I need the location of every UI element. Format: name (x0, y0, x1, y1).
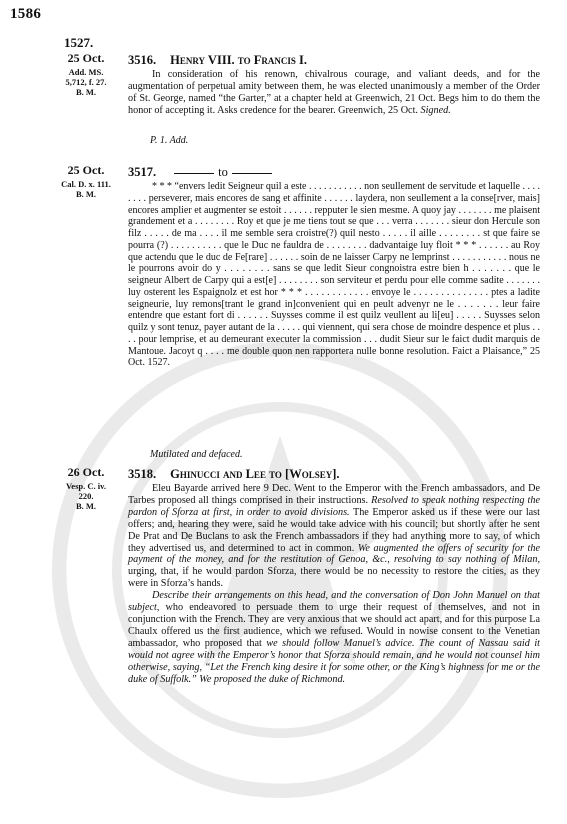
entry-body (128, 69, 540, 117)
entry-heading (128, 53, 307, 68)
entry-body (128, 483, 540, 685)
entry-heading (128, 165, 276, 180)
blank-dash (232, 173, 272, 174)
entry-number: 3518. (128, 467, 157, 481)
ref-line: Add. MS. (68, 67, 104, 77)
entry-title-to: to (218, 165, 228, 179)
italic-run: we should follow Manuel’s advice. The count of Nassau said it would not agree with the Emperor’s honor that Sforza should remain, and he would not counsel him otherwise, saying, “Let the French king desire it for some other, or the King’s highness for me or the duke of Suffolk.” We proposed the duke of Richmond. (128, 637, 540, 685)
ref-line: B. M. (75, 87, 97, 97)
entry-margin (54, 52, 118, 97)
page-number: 1586 (10, 6, 42, 22)
entry-number: 3516. (128, 53, 157, 67)
entry-date: 25 Oct. (67, 51, 105, 65)
entry-date: 25 Oct. (67, 163, 105, 177)
paragraph (128, 483, 540, 590)
entry-body-text: In consideration of his renown, chivalrous courage, and valiant deeds, and for the augmentation of perpetual amity between them, he was elected unanimously a member of the Order of St. George, named “the Garter,” at a chapter held at Greenwich, 21 Oct. Begs him to do them the honor of accepting it. Asks credence for the bearer. Greenwich, 25 Oct. (128, 69, 540, 116)
entry-body: * * * “envers ledit Seigneur quil a este . . . . . . . . . . . non seullement de servitude et laquelle . . . . . . . . perseverer, mais encores de sang et affinite . . . . . . laydera, non seullement a la conse[rver, mais] encores amplier et augmenter se estoit . . . . . . repputer le sien mesme. A quoy jay . . . . . . . me plaisent grandement et a . . . . . . . . Roy et que je me tiens tout se que . . . verra . . . . . . . sieur don Hercule son filz . . . . . de ma . . . . il me semble sera croistre(?) quil nesto . . . . . il aille . . . . . . . . st que faire se pourra (?) . . . . . . . . . . que le Duc ne fauldra de . . . . . . . . dadvantaige luy floit * * * . . . . . . au Roy que actendu que le duc de Fe[rare] . . . . . . soin de ne laisser Carpy ne lemprinst . . . . . . . . . . . nous ne le pourrons avoir do y . . . . . . . . sans se que ledit Sieur congnoistra estre bien h . . . . . . . que le seigneur Albert de Carpy qui a est[e] . . . . . . . . son serviteur et perdu pour elle comme sadite . . . . . . . luy osterent les Espaignolz et est hor * * * . . . . . . . . . . . . envoye le . . . . . . . . . . . . . . ptes a ladite seigneurie, luy remons[trant le grand in]convenient qui en peult advenyr ne le . . . . . . . leur faire entendre que estant fort di . . . . . . Suysses comme il est quilz veullent au li[eu] . . . . . Suysses selon quilz y sont tenuz, payer autant de la . . . . . qui viennent, qui sera chose de moindre despence et plus . . . . pour lemprise, et au demeurant executer la commission . . . dudit Sieur sur le faict dudit marquis de Mantoue. Jacoyt q . . . . me double quon nen rapportera nulle bonne resolution. Faict a Plaisance,” 25 Oct. 1527. (128, 181, 540, 369)
text-run: Eleu Bayarde arrived here 9 Dec. Went to the Emperor with the French ambassadors, and De Tarbes proposed all things comprised in their instructions. (128, 483, 540, 506)
entry-footnote: P. 1. Add. (150, 135, 189, 146)
text-run: who endeavored to persuade them to urge their request of themselves, and not in conjunction with the French. They are very anxious that we should act apart, and for this purpose La Chaulx offered us the first audience, which we refused. Would in nowise consent to the Venetian ambassador, who proposed that (128, 602, 540, 649)
italic-run: Resolved to speak nothing respecting the pardon of Sforza at first, in order to avoid divisions. (128, 494, 540, 518)
blank-dash (174, 173, 214, 174)
ref-line: B. M. (75, 189, 97, 199)
text-run: The Emperor asked us if these were our last offers; and, hearing they were, said he would take advice with his council; but shortly after he sent De Prat and De Buclans to ask the French ambassadors if they had anything more to say, of which they advertised us, and determined to act in common. (128, 506, 540, 554)
entry-margin (54, 466, 118, 511)
text-run: urging, that, if he would pardon Sforza, there would be no necessity to restore the cities, as they were in Sforza’s hands. (128, 566, 540, 590)
entry-date: 26 Oct. (67, 465, 105, 479)
signed-note: Signed. (420, 104, 451, 116)
year-heading: 1527. (64, 35, 94, 50)
italic-run: Describe their arrangements on this head, and the conversation of Don John Manuel on that subject, (128, 590, 540, 614)
entry-title: Henry VIII. to Francis I. (170, 53, 308, 67)
entry-margin (54, 164, 118, 199)
ref-line: Cal. D. x. 111. (61, 179, 111, 189)
ref-line: 220. (78, 491, 94, 501)
ref-line: 5,712, f. 27. (65, 77, 107, 87)
entry-title: Ghinucci and Lee to [Wolsey]. (170, 467, 340, 481)
italic-run: We augmented the offers of security for the payment of the money, and for the restitution of Genoa, &c., resolving to say nothing of Milan, (128, 542, 540, 566)
entry-number: 3517. (128, 165, 157, 179)
entry-footnote: Mutilated and defaced. (150, 449, 243, 460)
entry-heading (128, 467, 340, 482)
paragraph (128, 590, 540, 685)
ref-line: Vesp. C. iv. (65, 481, 107, 491)
ref-line: B. M. (75, 501, 97, 511)
